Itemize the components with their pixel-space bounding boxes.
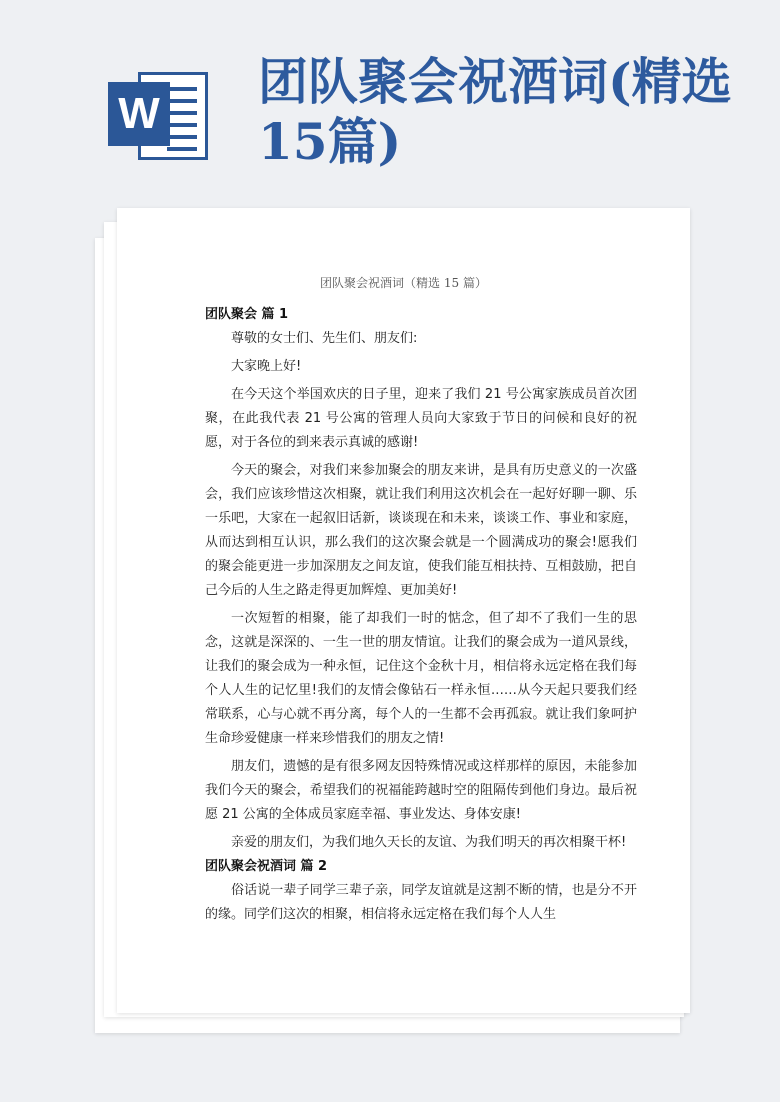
section-heading: 团队聚会 篇 1	[205, 307, 289, 322]
document-body	[205, 303, 637, 927]
paragraph: 俗话说一辈子同学三辈子亲，同学友谊就是这割不断的情，也是分不开的缘。同学们这次的相聚，相信将永远定格在我们每个人人生	[205, 883, 637, 922]
paragraph: 朋友们，遗憾的是有很多网友因特殊情况或这样那样的原因，未能参加我们今天的聚会，希望我们的祝福能跨越时空的阻隔传到他们身边。最后祝愿 21 公寓的全体成员家庭幸福、事业发达、身体安康!	[205, 759, 637, 822]
section-heading: 团队聚会祝酒词 篇 2	[205, 859, 328, 874]
paragraph: 一次短暂的相聚，能了却我们一时的惦念，但了却不了我们一生的思念，这就是深深的、一生一世的朋友情谊。让我们的聚会成为一道风景线，让我们的聚会成为一种永恒，记住这个金秋十月，相信将永远定格在我们每个人人生的记忆里!我们的友情会像钻石一样永恒……从今天起只要我们经常联系，心与心就不再分离，每个人的一生都不会再孤寂。就让我们象呵护生命珍爱健康一样来珍惜我们的朋友之情!	[205, 611, 637, 746]
paragraph: 尊敬的女士们、先生们、朋友们:	[231, 331, 418, 346]
paragraph: 亲爱的朋友们，为我们地久天长的友谊、为我们明天的再次相聚干杯!	[231, 835, 627, 850]
document-header: 团队聚会祝酒词（精选 15 篇）	[320, 276, 487, 290]
page-title: 团队聚会祝酒词(精选15篇)	[258, 52, 732, 171]
word-logo-icon	[108, 68, 212, 164]
word-badge: W	[108, 82, 170, 146]
paragraph: 今天的聚会，对我们来参加聚会的朋友来讲，是具有历史意义的一次盛会，我们应该珍惜这次相聚，就让我们利用这次机会在一起好好聊一聊、乐一乐吧，大家在一起叙旧话新，谈谈现在和未来，谈谈工作、事业和家庭，从而达到相互认识，那么我们的这次聚会就是一个圆满成功的聚会!愿我们的聚会能更进一步加深朋友之间友谊，使我们能互相扶持、互相鼓励，把自己今后的人生之路走得更加辉煌、更加美好!	[205, 463, 637, 598]
paragraph: 大家晚上好!	[231, 359, 302, 374]
paragraph: 在今天这个举国欢庆的日子里，迎来了我们 21 号公寓家族成员首次团聚，在此我代表 21 号公寓的管理人员向大家致于节日的问候和良好的祝愿，对于各位的到来表示真诚的感谢!	[205, 387, 637, 450]
document-page	[117, 208, 690, 1013]
